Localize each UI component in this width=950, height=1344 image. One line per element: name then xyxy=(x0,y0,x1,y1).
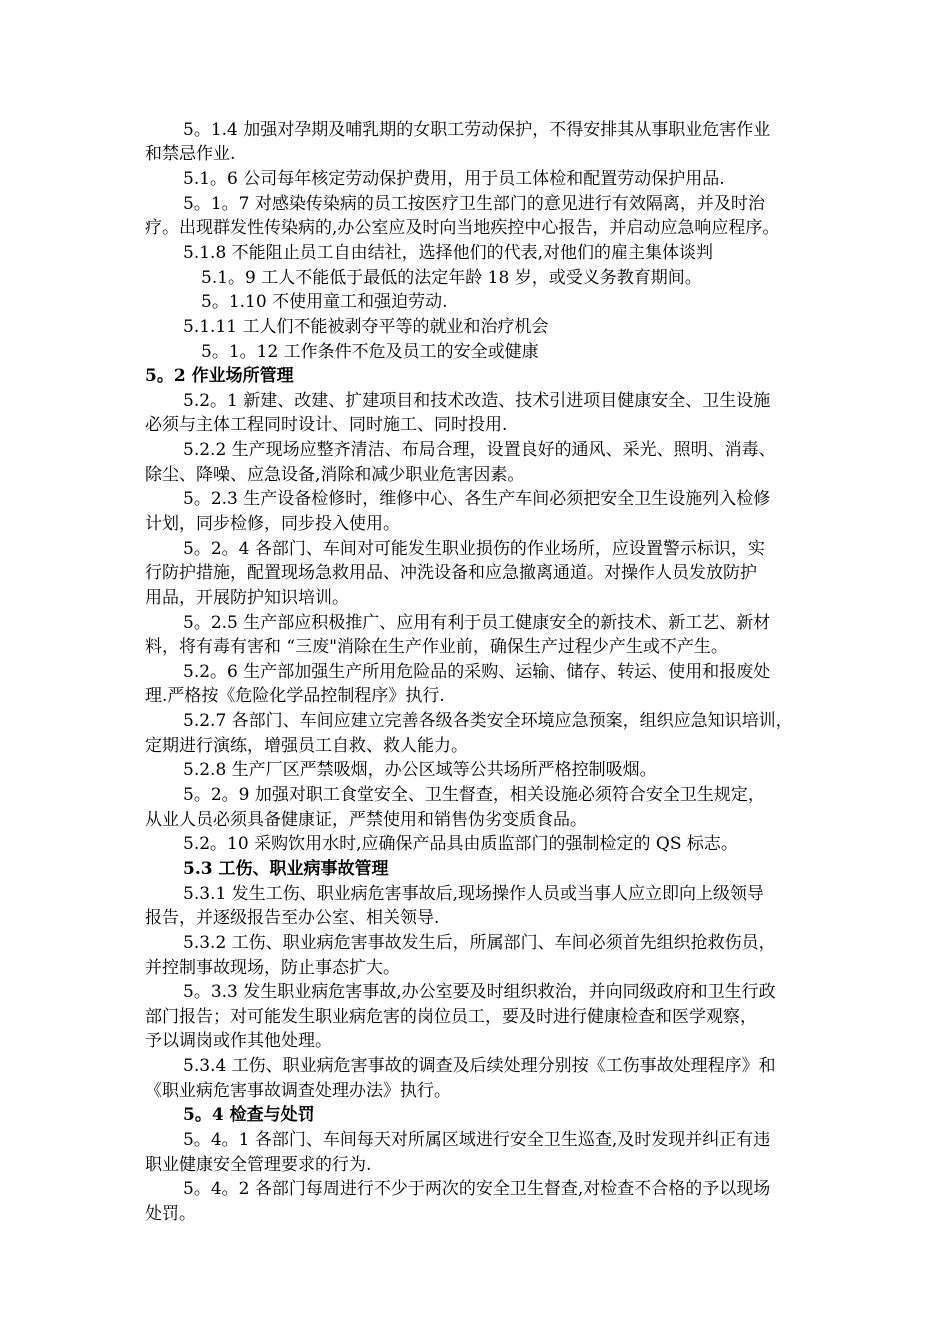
paragraph-line: 定期进行演练，增强员工自救、救人能力。 xyxy=(145,736,468,756)
paragraph-line: 予以调岗或作其他处理。 xyxy=(145,1031,332,1051)
paragraph-line: 5。1.4 加强对孕期及哺乳期的女职工劳动保护，不得安排其从事职业危害作业 xyxy=(183,120,771,140)
paragraph-line: 职业健康安全管理要求的行为. xyxy=(145,1155,372,1175)
paragraph-line: 5.2。10 采购饮用水时,应确保产品具由质监部门的强制检定的 QS 标志。 xyxy=(183,834,738,854)
paragraph-line: 必须与主体工程同时设计、同时施工、同时投用. xyxy=(145,415,508,435)
paragraph-line: 5.3.4 工伤、职业病危害事故的调查及后续处理分别按《工伤事故处理程序》和 xyxy=(183,1056,776,1076)
paragraph-line: 处罚。 xyxy=(145,1204,196,1224)
paragraph-line: 5。1。7 对感染传染病的员工按医疗卫生部门的意见进行有效隔离，并及时治 xyxy=(183,194,765,214)
paragraph-line: 5。1。12 工作条件不危及员工的安全或健康 xyxy=(201,342,539,362)
paragraph-line: 理.严格按《危险化学品控制程序》执行. xyxy=(145,686,445,706)
paragraph-line: 报告，并逐级报告至办公室、相关领导. xyxy=(145,908,440,928)
paragraph-line: 部门报告；对可能发生职业病危害的岗位员工，要及时进行健康检查和医学观察， xyxy=(145,1007,757,1027)
paragraph-line: 5。4。2 各部门每周进行不少于两次的安全卫生督查,对检查不合格的予以现场 xyxy=(183,1179,771,1199)
paragraph-line: 5.1.8 不能阻止员工自由结社，选择他们的代表,对他们的雇主集体谈判 xyxy=(183,243,714,263)
paragraph-line: 5.2。6 生产部加强生产所用危险品的采购、运输、储存、转运、使用和报废处 xyxy=(183,662,771,682)
paragraph-line: 疗。出现群发性传染病的,办公室应及时向当地疾控中心报告，并启动应急响应程序。 xyxy=(145,218,780,238)
paragraph-line: 5.1。9 工人不能低于最低的法定年龄 18 岁，或受义务教育期间。 xyxy=(201,268,702,288)
paragraph-line: 5.3.2 工伤、职业病危害事故发生后，所属部门、车间必须首先组织抢救伤员， xyxy=(183,933,776,953)
paragraph-line: 5。3.3 发生职业病危害事故,办公室要及时组织救治，并向同级政府和卫生行政 xyxy=(183,982,776,1002)
paragraph-line: 5。2。4 各部门、车间对可能发生职业损伤的作业场所，应设置警示标识，实 xyxy=(183,539,765,559)
paragraph-line: 5。2.3 生产设备检修时，维修中心、各生产车间必须把安全卫生设施列入检修 xyxy=(183,489,771,509)
paragraph-line: 5.1.11 工人们不能被剥夺平等的就业和治疗机会 xyxy=(183,317,549,337)
paragraph-line: 行防护措施，配置现场急救用品、冲洗设备和应急撤离通道。对操作人员发放防护 xyxy=(145,563,757,583)
section-heading: 5。2 作业场所管理 xyxy=(145,366,294,386)
paragraph-line: 《职业病危害事故调查处理办法》执行。 xyxy=(145,1081,451,1101)
paragraph-line: 5.2.7 各部门、车间应建立完善各级各类安全环境应急预案，组织应急知识培训， xyxy=(183,711,793,731)
paragraph-line: 计划，同步检修，同步投入使用。 xyxy=(145,514,400,534)
paragraph-line: 从业人员必须具备健康证，严禁使用和销售伪劣变质食品。 xyxy=(145,810,587,830)
paragraph-line: 5.2.2 生产现场应整齐清洁、布局合理，设置良好的通风、采光、照明、消毒、 xyxy=(183,440,776,460)
paragraph-line: 5.2.8 生产厂区严禁吸烟，办公区域等公共场所严格控制吸烟。 xyxy=(183,760,657,780)
section-heading: 5。4 检查与处罚 xyxy=(183,1105,315,1125)
paragraph-line: 除尘、降噪、应急设备,消除和减少职业危害因素。 xyxy=(145,465,525,485)
paragraph-line: 料，将有毒有害和 “三废"消除在生产作业前，确保生产过程少产生或不产生。 xyxy=(145,637,728,657)
paragraph-line: 5。1.10 不使用童工和强迫劳动. xyxy=(201,292,448,312)
paragraph-line: 5.2。1 新建、改建、扩建项目和技术改造、技术引进项目健康安全、卫生设施 xyxy=(183,391,771,411)
paragraph-line: 用品，开展防护知识培训。 xyxy=(145,588,349,608)
paragraph-line: 和禁忌作业. xyxy=(145,144,236,164)
section-heading: 5.3 工伤、职业病事故管理 xyxy=(183,859,389,879)
paragraph-line: 5。2.5 生产部应积极推广、应用有利于员工健康安全的新技术、新工艺、新材 xyxy=(183,613,771,633)
paragraph-line: 并控制事故现场，防止事态扩大。 xyxy=(145,958,400,978)
paragraph-line: 5。2。9 加强对职工食堂安全、卫生督查，相关设施必须符合安全卫生规定， xyxy=(183,785,765,805)
paragraph-line: 5.1。6 公司每年核定劳动保护费用，用于员工体检和配置劳动保护用品. xyxy=(183,169,725,189)
paragraph-line: 5。4。1 各部门、车间每天对所属区域进行安全卫生巡查,及时发现并纠正有违 xyxy=(183,1130,771,1150)
paragraph-line: 5.3.1 发生工伤、职业病危害事故后,现场操作人员或当事人应立即向上级领导 xyxy=(183,884,765,904)
